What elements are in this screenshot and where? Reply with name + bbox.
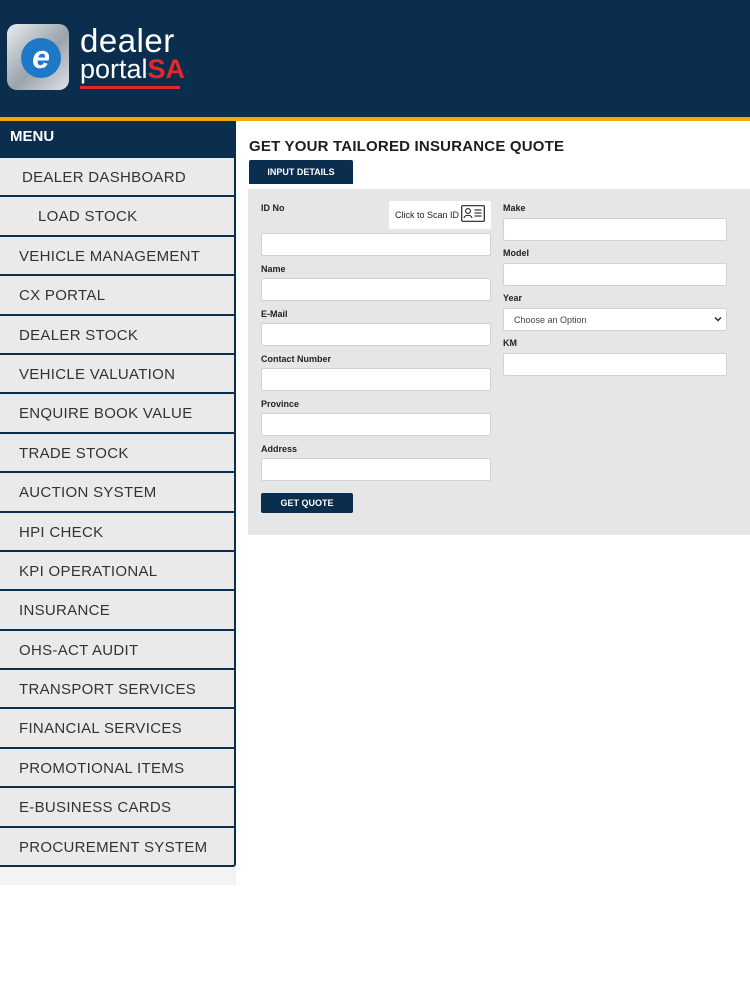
make-label: Make bbox=[503, 203, 526, 213]
contact-number-input[interactable] bbox=[261, 368, 491, 391]
sidebar-item-financial-services[interactable]: FINANCIAL SERVICES bbox=[0, 709, 236, 748]
sidebar-item-hpi-check[interactable]: HPI CHECK bbox=[0, 513, 236, 552]
id-no-label: ID No bbox=[261, 203, 285, 213]
name-input[interactable] bbox=[261, 278, 491, 301]
email-label: E-Mail bbox=[261, 309, 288, 319]
model-input[interactable] bbox=[503, 263, 727, 286]
tab-input-details[interactable]: INPUT DETAILS bbox=[249, 160, 353, 184]
logo-letter: e bbox=[21, 38, 61, 78]
sidebar-item-dealer-stock[interactable]: DEALER STOCK bbox=[0, 316, 236, 355]
logo-word-dealer: dealer bbox=[80, 22, 175, 59]
sidebar-item-kpi-operational[interactable]: KPI OPERATIONAL bbox=[0, 552, 236, 591]
sidebar-item-e-business-cards[interactable]: E-BUSINESS CARDS bbox=[0, 788, 236, 827]
province-input[interactable] bbox=[261, 413, 491, 436]
email-input[interactable] bbox=[261, 323, 491, 346]
page-title: GET YOUR TAILORED INSURANCE QUOTE bbox=[249, 138, 565, 155]
km-label: KM bbox=[503, 338, 517, 348]
year-label: Year bbox=[503, 293, 523, 303]
address-input[interactable] bbox=[261, 458, 491, 481]
sidebar bbox=[0, 121, 236, 885]
logo-word-portal bbox=[80, 54, 185, 85]
logo-sa-text: SA bbox=[147, 54, 186, 84]
scan-id-label: Click to Scan ID bbox=[395, 210, 460, 220]
sidebar-item-cx-portal[interactable]: CX PORTAL bbox=[0, 276, 236, 315]
year-selected-value: Choose an Option bbox=[514, 315, 587, 325]
id-card-icon bbox=[461, 205, 485, 222]
scan-id-button[interactable] bbox=[389, 201, 491, 229]
sidebar-item-transport-services[interactable]: TRANSPORT SERVICES bbox=[0, 670, 236, 709]
km-input[interactable] bbox=[503, 353, 727, 376]
sidebar-item-enquire-book-value[interactable]: ENQUIRE BOOK VALUE bbox=[0, 394, 236, 433]
logo-portal-text: portal bbox=[80, 54, 148, 84]
sidebar-item-insurance[interactable]: INSURANCE bbox=[0, 591, 236, 630]
year-select[interactable] bbox=[503, 308, 727, 331]
contact-number-label: Contact Number bbox=[261, 354, 332, 364]
sidebar-item-dealer-dashboard[interactable]: DEALER DASHBOARD bbox=[0, 158, 236, 197]
dealer-portal-logo[interactable] bbox=[7, 24, 207, 94]
logo-underline bbox=[80, 86, 180, 89]
sidebar-item-trade-stock[interactable]: TRADE STOCK bbox=[0, 434, 236, 473]
sidebar-item-promotional-items[interactable]: PROMOTIONAL ITEMS bbox=[0, 749, 236, 788]
sidebar-item-vehicle-management[interactable]: VEHICLE MANAGEMENT bbox=[0, 237, 236, 276]
menu-list bbox=[0, 158, 236, 867]
province-label: Province bbox=[261, 399, 300, 409]
id-no-input[interactable] bbox=[261, 233, 491, 256]
top-header bbox=[0, 0, 750, 118]
quote-form-panel bbox=[248, 189, 750, 535]
chevron-down-icon bbox=[714, 315, 722, 323]
model-label: Model bbox=[503, 248, 529, 258]
name-label: Name bbox=[261, 264, 286, 274]
sidebar-item-load-stock[interactable]: LOAD STOCK bbox=[0, 197, 236, 236]
get-quote-button[interactable]: GET QUOTE bbox=[261, 493, 353, 513]
sidebar-item-procurement-system[interactable]: PROCUREMENT SYSTEM bbox=[0, 828, 236, 867]
sidebar-item-ohs-act-audit[interactable]: OHS-ACT AUDIT bbox=[0, 631, 236, 670]
sidebar-item-auction-system[interactable]: AUCTION SYSTEM bbox=[0, 473, 236, 512]
menu-heading: MENU bbox=[0, 121, 236, 158]
sidebar-item-vehicle-valuation[interactable]: VEHICLE VALUATION bbox=[0, 355, 236, 394]
logo-tile bbox=[7, 24, 69, 90]
address-label: Address bbox=[261, 444, 298, 454]
make-input[interactable] bbox=[503, 218, 727, 241]
